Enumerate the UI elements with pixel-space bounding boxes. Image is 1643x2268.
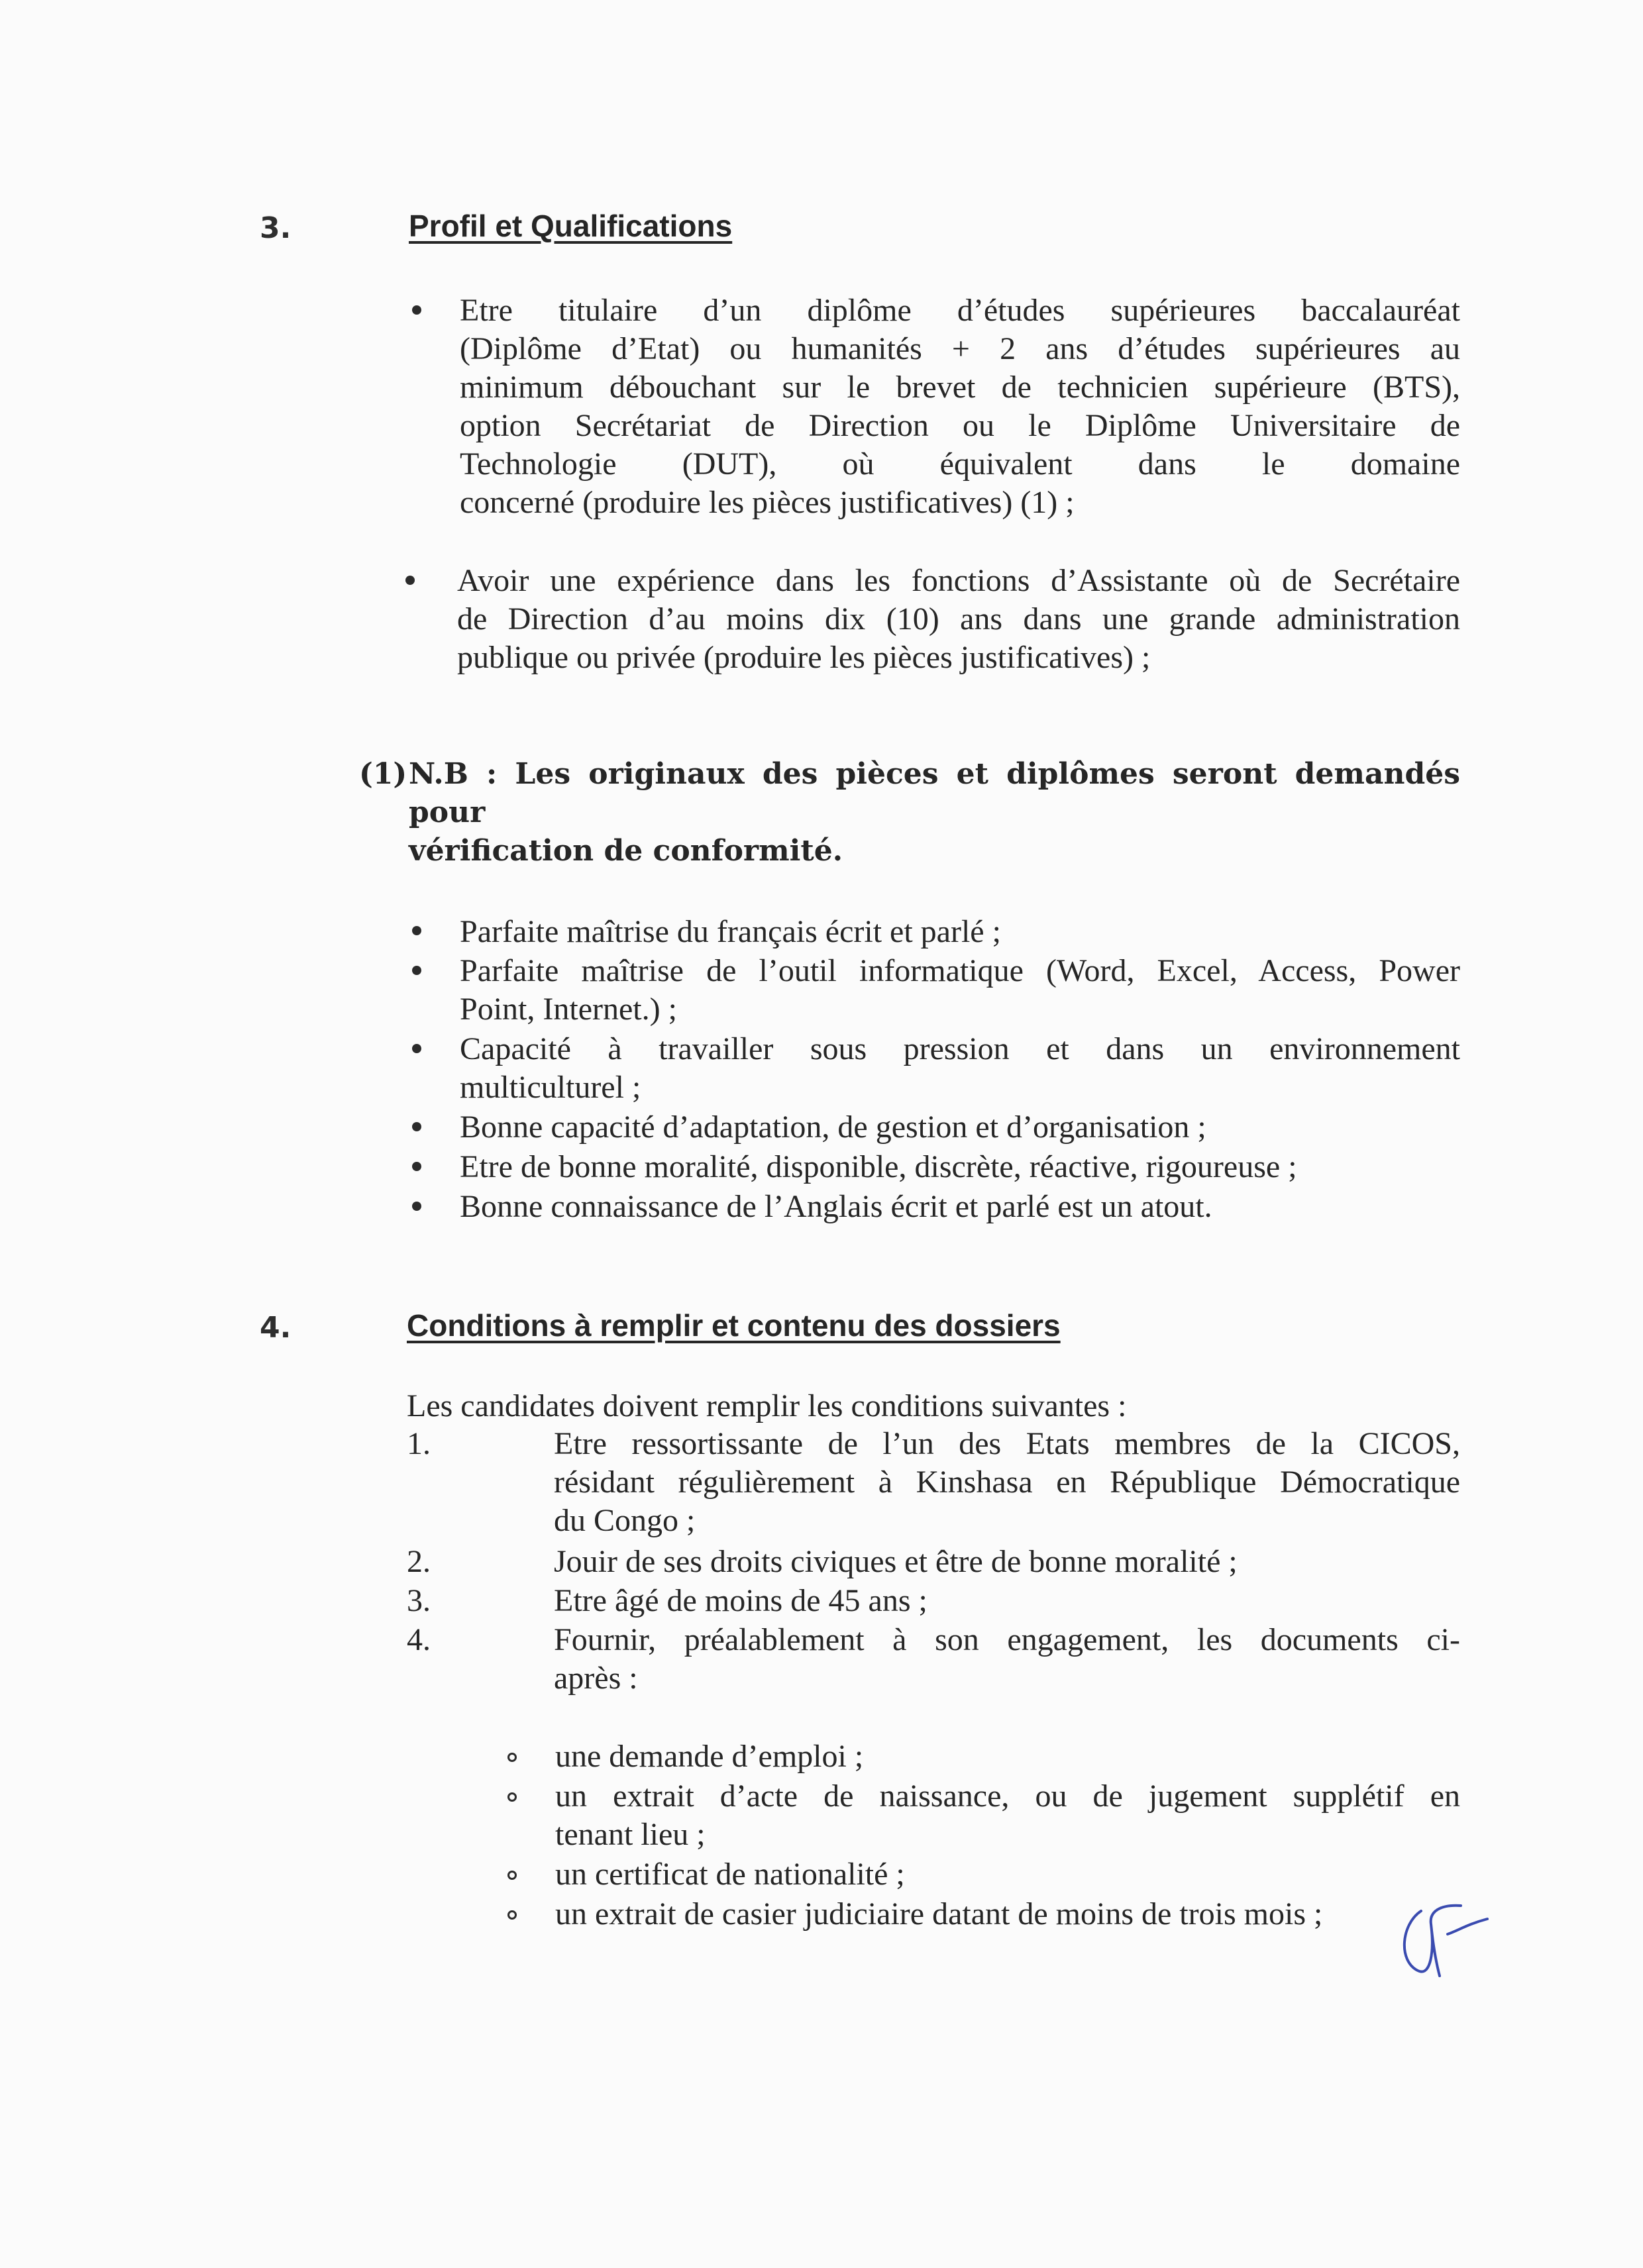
text-line: Etre ressortissante de l’un des Etats membres de la CICOS, [554,1426,1460,1461]
section-3-number: 3. [260,211,292,245]
text-line: minimum débouchant sur le brevet de technicien supérieure (BTS), [460,370,1460,405]
section-4-number: 4. [260,1311,292,1345]
bullet-dot [412,305,421,315]
text-line: Etre titulaire d’un diplôme d’études supérieures baccalauréat [460,293,1460,328]
skill-item [460,952,1460,1029]
text-line: Fournir, préalablement à son engagement, les documents ci- [554,1622,1460,1657]
bullet-dot [412,1202,421,1211]
text-line: une demande d’emploi ; [555,1739,864,1774]
text-line: Avoir une expérience dans les fonctions d’Assistante où de Secrétaire [457,563,1460,598]
handwritten-initials [1395,1898,1494,1984]
text-line: Parfaite maîtrise de l’outil informatique (Word, Excel, Access, Power [460,953,1460,988]
text-line: Etre de bonne moralité, disponible, discrète, réactive, rigoureuse ; [460,1149,1297,1184]
text-line: tenant lieu ; [555,1817,706,1852]
circle-bullet [507,1871,517,1880]
text-line: (Diplôme d’Etat) ou humanités + 2 ans d’études supérieures au [460,331,1460,366]
bullet-dot [405,576,415,585]
circle-bullet [507,1753,517,1762]
section-3-title: Profil et Qualifications [409,209,733,243]
nb-note [409,755,1460,870]
skill-item [460,913,1460,951]
circle-bullet [507,1910,517,1920]
text-line: Technologie (DUT), où équivalent dans le domaine [460,446,1460,482]
text-line: Bonne capacité d’adaptation, de gestion et d’organisation ; [460,1109,1206,1145]
qualification-item [457,562,1460,677]
bullet-dot [412,966,421,975]
circle-bullet [507,1792,517,1802]
text-line: résidant régulièrement à Kinshasa en République Démocratique [554,1465,1460,1500]
text-line: vérification de conformité. [409,834,843,868]
section-4-title: Conditions à remplir et contenu des dossiers [407,1308,1061,1343]
document-item [555,1737,1460,1776]
condition-item [554,1425,1460,1540]
text-line: du Congo ; [554,1503,696,1538]
bullet-dot [412,1044,421,1053]
text-line: Parfaite maîtrise du français écrit et parlé ; [460,914,1001,949]
text-line: Capacité à travailler sous pression et dans un environnement [460,1031,1460,1066]
text-line: publique ou privée (produire les pièces justificatives) ; [457,640,1151,675]
text-line: Etre âgé de moins de 45 ans ; [554,1583,928,1618]
skill-item [460,1148,1460,1186]
text-line: de Direction d’au moins dix (10) ans dans une grande administration [457,601,1460,637]
condition-number: 1. [407,1426,431,1461]
document-item [555,1895,1460,1933]
text-line: N.B : Les originaux des pièces et diplômes seront demandés pour [409,757,1460,829]
text-line: concerné (produire les pièces justificatives) (1) ; [460,485,1075,520]
conditions-intro: Les candidates doivent remplir les conditions suivantes : [407,1388,1127,1423]
text-line: option Secrétariat de Direction ou le Diplôme Universitaire de [460,408,1460,443]
bullet-dot [412,1162,421,1171]
condition-item [554,1543,1460,1581]
document-item [555,1855,1460,1894]
text-line: un extrait de casier judiciaire datant de moins de trois mois ; [555,1896,1323,1932]
text-line: un extrait d’acte de naissance, ou de jugement supplétif en [555,1778,1460,1814]
condition-number: 3. [407,1583,431,1618]
qualification-item [460,291,1460,522]
condition-item [554,1582,1460,1620]
condition-item [554,1621,1460,1698]
bullet-dot [412,926,421,935]
skill-item [460,1108,1460,1147]
condition-number: 4. [407,1622,431,1657]
text-line: Point, Internet.) ; [460,992,677,1027]
text-line: un certificat de nationalité ; [555,1857,905,1892]
text-line: après : [554,1661,638,1696]
text-line: Bonne connaissance de l’Anglais écrit et parlé est un atout. [460,1189,1212,1224]
nb-footnote-marker: (1) [359,757,407,791]
condition-number: 2. [407,1544,431,1579]
document-item [555,1777,1460,1854]
skill-item [460,1030,1460,1107]
bullet-dot [412,1122,421,1131]
text-line: multiculturel ; [460,1070,641,1105]
skill-item [460,1188,1460,1226]
text-line: Jouir de ses droits civiques et être de bonne moralité ; [554,1544,1238,1579]
